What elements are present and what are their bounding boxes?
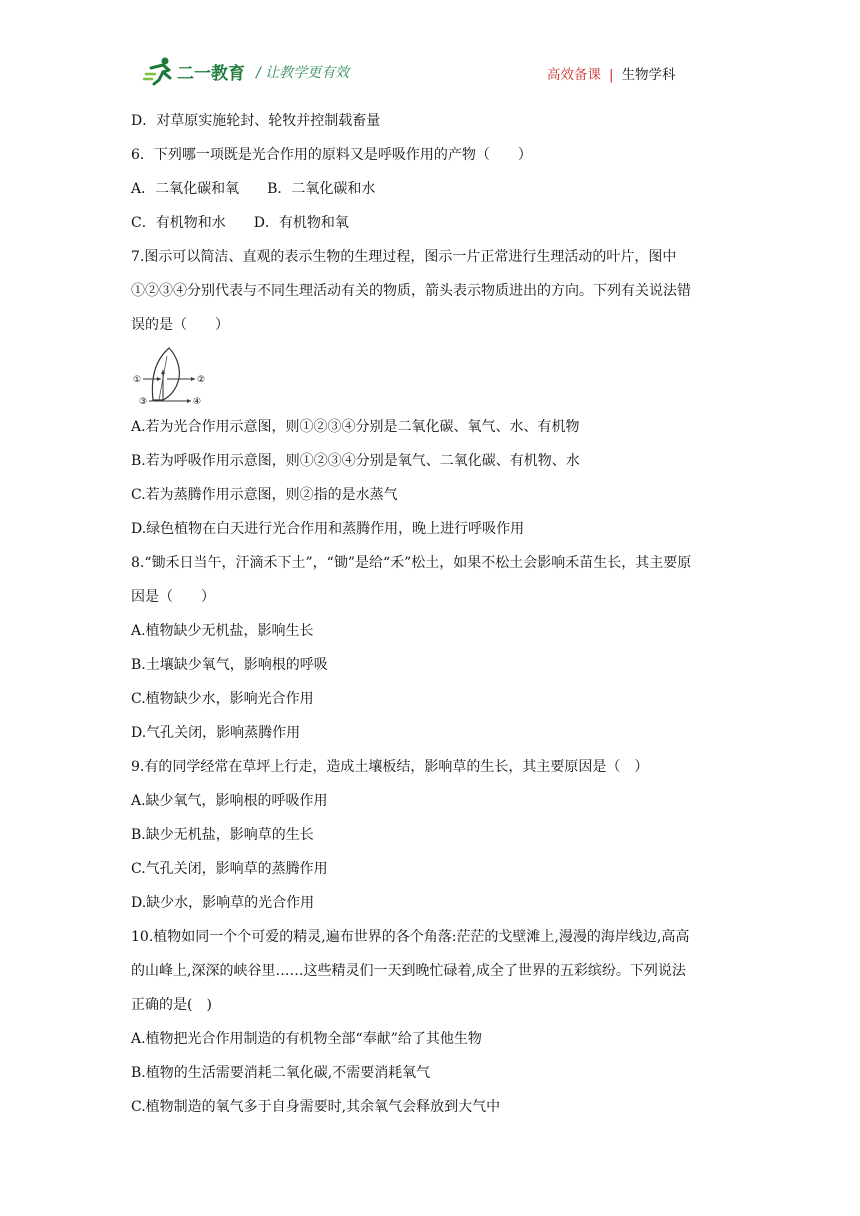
header-efficient-prep: 高效备课 (547, 67, 601, 83)
option-line: B.土壤缺少氧气，影响根的呼吸 (131, 657, 328, 673)
header-subject: 生物学科 (621, 67, 676, 83)
text-line: ①②③④分别代表与不同生理活动有关的物质，箭头表示物质进出的方向。下列有关说法错 (131, 283, 691, 299)
question-7: 7.图示可以简洁、直观的表示生物的生理过程，图示一片正常进行生理活动的叶片，图中 (131, 249, 677, 265)
text-line: 误的是（ ） (131, 317, 229, 333)
option-line: C.植物制造的氧气多于自身需要时,其余氧气会释放到大气中 (131, 1099, 501, 1115)
text-line: C．有机物和水 D．有机物和氧 (131, 215, 349, 231)
leaf-figure (131, 342, 211, 410)
option-line: C.气孔关闭，影响草的蒸腾作用 (131, 861, 328, 877)
leaf-diagram (131, 342, 731, 410)
brand-logo (143, 56, 263, 90)
page-header (0, 0, 860, 100)
label-2: ② (197, 375, 206, 385)
question-6: 6．下列哪一项既是光合作用的原料又是呼吸作用的产物（ ） (131, 147, 532, 163)
label-4: ④ (193, 397, 202, 407)
question-9: 9.有的同学经常在草坪上行走，造成土壤板结，影响草的生长，其主要原因是（ ） (131, 759, 649, 775)
text-line: 正确的是( ) (131, 997, 212, 1013)
header-separator: | (609, 67, 614, 83)
leaf-outline (152, 348, 179, 400)
option-line: D.缺少水，影响草的光合作用 (131, 895, 315, 911)
question-content (131, 104, 731, 1124)
option-line: D.气孔关闭，影响蒸腾作用 (131, 725, 301, 741)
text-line: A．二氧化碳和氧 B．二氧化碳和水 (131, 181, 376, 197)
label-1: ① (133, 375, 142, 385)
option-line: B.缺少无机盐，影响草的生长 (131, 827, 314, 843)
option-line: A.植物缺少无机盐，影响生长 (131, 623, 314, 639)
option-line: A.缺少氧气，影响根的呼吸作用 (131, 793, 328, 809)
option-line: A.若为光合作用示意图，则①②③④分别是二氧化碳、氧气、水、有机物 (131, 419, 580, 435)
option-line: B.若为呼吸作用示意图，则①②③④分别是氧气、二氧化碳、有机物、水 (131, 453, 580, 469)
slogan: / 让教学更有效 (256, 65, 350, 81)
option-line: C.植物缺少水，影响光合作用 (131, 691, 314, 707)
question-10: 10.植物如同一个个可爱的精灵,遍布世界的各个角落:茫茫的戈壁滩上,漫漫的海岸线边,高高 (131, 929, 690, 945)
header-right (547, 63, 676, 83)
logo-text: 二一教育 (177, 64, 245, 84)
option-line: C.若为蒸腾作用示意图，则②指的是水蒸气 (131, 487, 398, 503)
label-3: ③ (139, 397, 148, 407)
runner-logo-icon (143, 56, 179, 86)
option-line: B.植物的生活需要消耗二氧化碳,不需要消耗氧气 (131, 1065, 431, 1081)
text-line: 的山峰上,深深的峡谷里……这些精灵们一天到晚忙碌着,成全了世界的五彩缤纷。下列说法 (131, 963, 686, 979)
question-8: 8.“锄禾日当午，汗滴禾下土”，“锄”是给“禾”松土，如果不松土会影响禾苗生长，其主要原 (131, 555, 692, 571)
text-line: D．对草原实施轮封、轮牧并控制载畜量 (131, 113, 381, 129)
option-line: A.植物把光合作用制造的有机物全部“奉献”给了其他生物 (131, 1031, 482, 1047)
option-line: D.绿色植物在白天进行光合作用和蒸腾作用，晚上进行呼吸作用 (131, 521, 525, 537)
text-line: 因是（ ） (131, 589, 215, 605)
